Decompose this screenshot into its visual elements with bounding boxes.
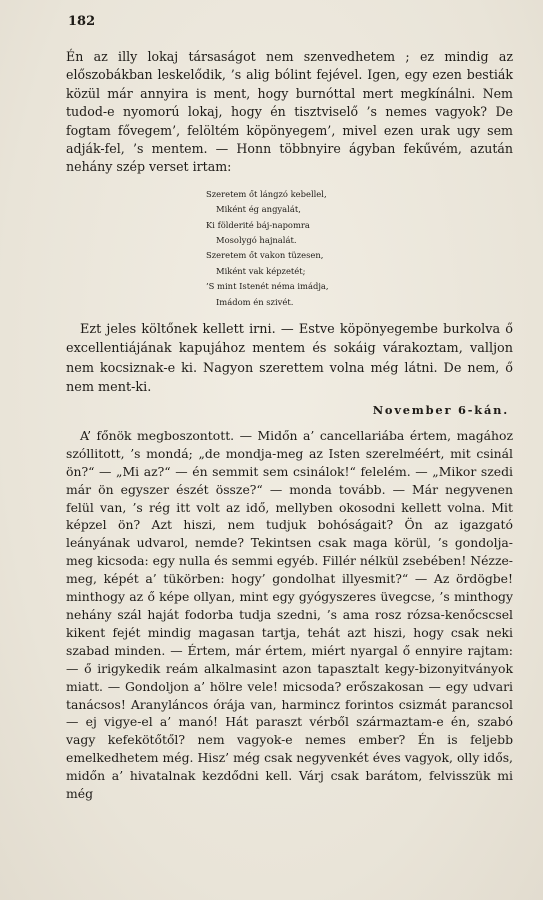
poem-line: Miként vak képzetét; xyxy=(216,265,306,276)
poem-line: Mosolygó hajnalát. xyxy=(216,235,297,246)
paragraph-opening: Én az illy lokaj társaságot nem szenvedhetem ; ez mindig az előszobákban leskelődik, ’s alig bólint fejével. Igen, egy ezen bestiák közül már annyira is ment, hogy burnóttal mert megkínálni. Nem tudod-e nyomorú lokaj, hogy én tisztviselő ’s nemes vagyok? De fogtam fővegem’, felöltém köpönyegem’, mivel ezen urak ugy sem adják-fel, ’s mentem. — Honn többnyire ágyban fekűvém, azután nehány szép verset irtam: xyxy=(66,49,513,175)
poem-line: Miként ég angyalát, xyxy=(216,204,301,215)
poem-line: Szeretem őt lángzó kebellel, xyxy=(206,188,327,199)
page-number: 182 xyxy=(68,14,96,29)
poem-line: Szeretem őt vakon tüzesen, xyxy=(206,250,324,261)
poem-line: Imádom én szivét. xyxy=(216,296,294,307)
paragraph-november-entry: A’ főnök megboszontott. — Midőn a’ cancellariába értem, magához szóllitott, ’s mondá; „de mondja-meg az Isten szerelméért, mit csinál ön?“ — „Mi az?“ — én semmit sem csinálok!“ felelém. — „Mikor szedi már ön egyszer észét össze?“ — monda tovább. — Már negyvenen felül van, ’s rég itt volt az idő, mellyben okosodni kellett volna. Mit képzel ön? Azt hiszi, nem tudjuk bohóságait? Ön az igazgató leányának udvarol, nemde? Tekintsen csak maga körül, ’s gondolja-meg kicsoda: egy nulla és semmi egyéb. Fillér nélkül zsebében! Nézze-meg, képét a’ tükörben: hogy’ gondolhat illyesmit?“ — Az ördögbe! minthogy az ő képe ollyan, mint egy gyógyszeres üvegcse, ’s minthogy nehány szál haját fodorba tudja szedni, ’s ama rosz rózsa-kenőcscsel kikent fejét mindig magasan tartja, tehát azt hiszi, hogy csak neki szabad minden. — Értem, már értem, miért nyargal ő ennyire rajtam: — ő irigykedik reám alkalmasint azon tapasztalt kegy-bizonyitványok miatt. — Gondoljon a’ hölre vele! micsoda? erőszakosan — egy udvari tanácsos! Aranyláncos órája van, harmincz forintos csizmát parancsol — ej vigye-el a’ manó! Hát paraszt vérből származtam-e én, szabó vagy kefekötőtől? nem vagyok-e nemes ember? Én is feljebb emelkedhetem még. Hisz’ még csak negyvenkét éves vagyok, olly idős, midőn a’ hivatalnak kezdődni kell. Várj csak barátom, felvisszük mi még xyxy=(66,427,513,802)
poem-line: Ki földerité báj-napomra xyxy=(206,219,310,230)
paragraph-evening: Ezt jeles költőnek kellett irni. — Estve köpönyegembe burkolva ő excellentiájának kapujához mentem és sokáig várakoztam, valljon nem kocsiznak-e ki. Nagyon szerettem volna még látni. De nem, ő nem ment-ki. xyxy=(66,322,513,395)
poem-line: ’S mint Istenét néma imádja, xyxy=(206,281,329,292)
poem xyxy=(66,187,513,310)
diary-date-heading: November 6-kán. xyxy=(372,402,509,417)
